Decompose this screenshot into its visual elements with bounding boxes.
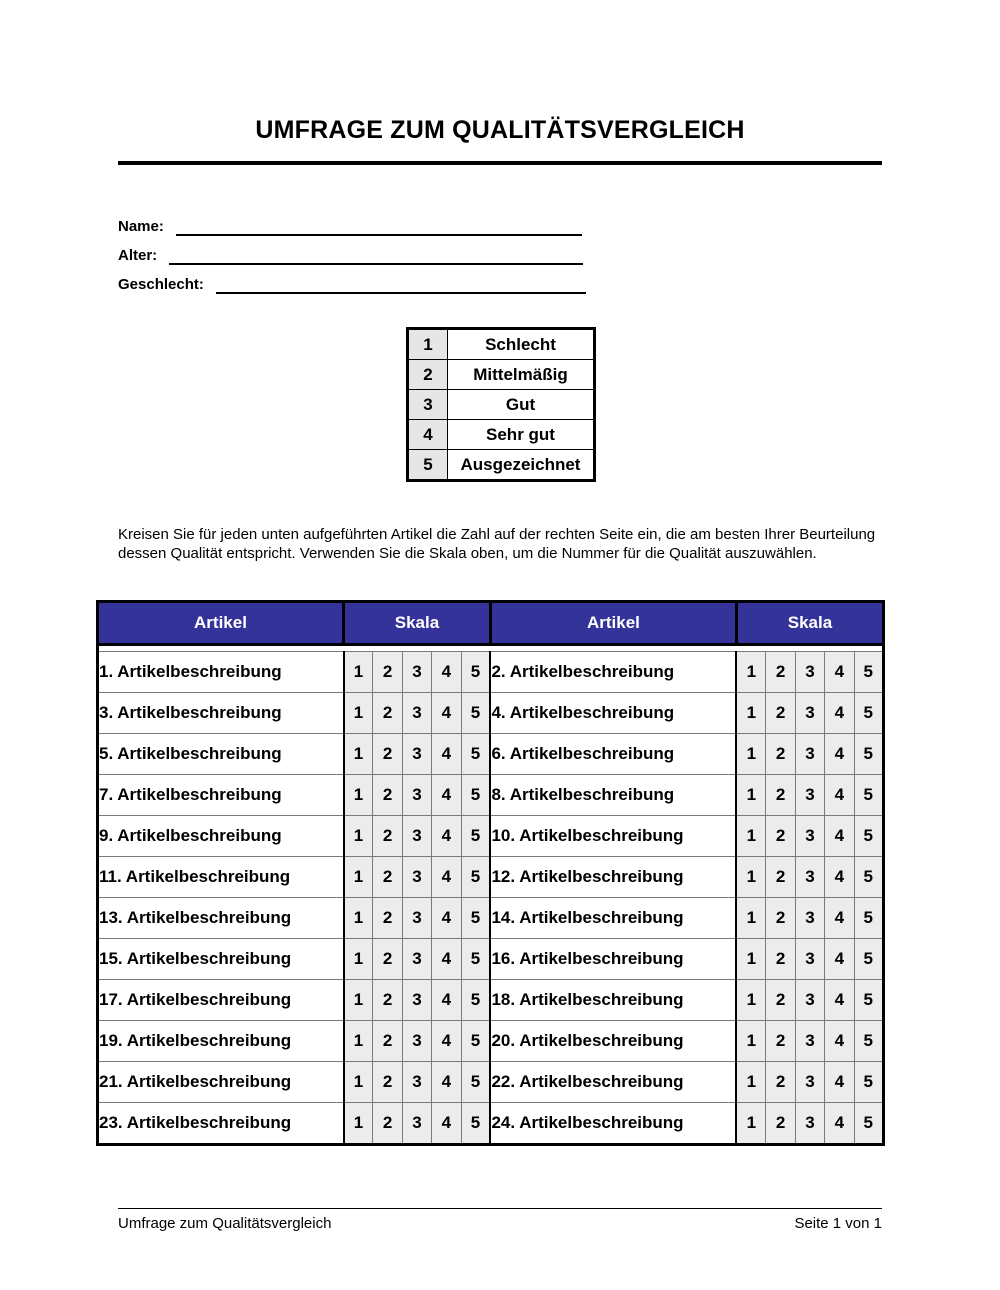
item-description: 8. Artikelbeschreibung: [490, 775, 736, 816]
item-description: 1. Artikelbeschreibung: [98, 652, 344, 693]
rating-option-3[interactable]: 3: [402, 898, 431, 939]
rating-option-3[interactable]: 3: [795, 652, 824, 693]
rating-option-3[interactable]: 3: [402, 857, 431, 898]
rating-option-1[interactable]: 1: [736, 1103, 765, 1145]
rating-option-1[interactable]: 1: [344, 1103, 373, 1145]
table-row: [98, 734, 884, 775]
header-skala: Skala: [736, 602, 883, 645]
rating-option-4[interactable]: 4: [432, 734, 461, 775]
gender-line[interactable]: [216, 276, 586, 294]
rating-option-3[interactable]: 3: [795, 1021, 824, 1062]
header-skala: Skala: [344, 602, 491, 645]
rating-option-4[interactable]: 4: [432, 857, 461, 898]
item-description: 5. Artikelbeschreibung: [98, 734, 344, 775]
rating-option-5[interactable]: 5: [854, 857, 883, 898]
rating-option-4[interactable]: 4: [432, 1103, 461, 1145]
rating-option-5[interactable]: 5: [461, 898, 490, 939]
rating-option-4[interactable]: 4: [825, 816, 854, 857]
table-row: [98, 775, 884, 816]
header-artikel: Artikel: [98, 602, 344, 645]
item-description: 16. Artikelbeschreibung: [490, 939, 736, 980]
page-number: Seite 1 von 1: [794, 1215, 882, 1232]
rating-option-4[interactable]: 4: [432, 775, 461, 816]
item-description: 21. Artikelbeschreibung: [98, 1062, 344, 1103]
rating-option-2[interactable]: 2: [766, 816, 795, 857]
gender-field[interactable]: [118, 272, 586, 294]
rating-option-4[interactable]: 4: [432, 816, 461, 857]
rating-option-4[interactable]: 4: [825, 775, 854, 816]
legend-number: 1: [408, 329, 448, 360]
rating-option-1[interactable]: 1: [736, 693, 765, 734]
rating-option-4[interactable]: 4: [432, 939, 461, 980]
rating-option-2[interactable]: 2: [373, 652, 402, 693]
rating-option-2[interactable]: 2: [373, 980, 402, 1021]
rating-option-1[interactable]: 1: [344, 652, 373, 693]
rating-option-3[interactable]: 3: [402, 734, 431, 775]
rating-option-1[interactable]: 1: [736, 980, 765, 1021]
rating-option-3[interactable]: 3: [795, 816, 824, 857]
legend-row: [408, 360, 595, 390]
item-description: 2. Artikelbeschreibung: [490, 652, 736, 693]
legend-label: Schlecht: [448, 329, 595, 360]
item-description: 12. Artikelbeschreibung: [490, 857, 736, 898]
rating-option-1[interactable]: 1: [736, 734, 765, 775]
rating-option-5[interactable]: 5: [854, 898, 883, 939]
rating-option-4[interactable]: 4: [432, 693, 461, 734]
rating-option-1[interactable]: 1: [344, 939, 373, 980]
rating-option-4[interactable]: 4: [432, 1062, 461, 1103]
header-gap-cell: [98, 645, 884, 652]
age-label: Alter:: [118, 247, 158, 264]
rating-option-1[interactable]: 1: [736, 816, 765, 857]
rating-option-2[interactable]: 2: [373, 693, 402, 734]
table-row: [98, 652, 884, 693]
rating-option-5[interactable]: 5: [854, 775, 883, 816]
header-gap: [98, 645, 884, 652]
rating-option-1[interactable]: 1: [344, 775, 373, 816]
item-description: 23. Artikelbeschreibung: [98, 1103, 344, 1145]
rating-option-3[interactable]: 3: [402, 816, 431, 857]
rating-legend: [406, 327, 596, 482]
rating-option-5[interactable]: 5: [854, 816, 883, 857]
legend-number: 3: [408, 390, 448, 420]
rating-option-1[interactable]: 1: [344, 857, 373, 898]
rating-option-1[interactable]: 1: [736, 1021, 765, 1062]
rating-option-3[interactable]: 3: [402, 1103, 431, 1145]
legend-label: Gut: [448, 390, 595, 420]
table-row: [98, 980, 884, 1021]
legend-label: Ausgezeichnet: [448, 450, 595, 481]
rating-option-5[interactable]: 5: [461, 652, 490, 693]
survey-header-row: [98, 602, 884, 645]
rating-option-5[interactable]: 5: [854, 939, 883, 980]
rating-option-2[interactable]: 2: [766, 857, 795, 898]
rating-option-5[interactable]: 5: [854, 1103, 883, 1145]
rating-option-3[interactable]: 3: [795, 734, 824, 775]
rating-option-1[interactable]: 1: [344, 734, 373, 775]
rating-option-4[interactable]: 4: [432, 1021, 461, 1062]
legend-number: 5: [408, 450, 448, 481]
item-description: 4. Artikelbeschreibung: [490, 693, 736, 734]
survey-table: [96, 600, 885, 1146]
table-row: [98, 1103, 884, 1145]
rating-option-2[interactable]: 2: [373, 734, 402, 775]
rating-option-1[interactable]: 1: [344, 816, 373, 857]
rating-option-2[interactable]: 2: [373, 939, 402, 980]
rating-option-4[interactable]: 4: [825, 1021, 854, 1062]
rating-option-3[interactable]: 3: [402, 980, 431, 1021]
rating-option-2[interactable]: 2: [766, 693, 795, 734]
legend-number: 2: [408, 360, 448, 390]
rating-option-3[interactable]: 3: [795, 939, 824, 980]
rating-option-4[interactable]: 4: [825, 980, 854, 1021]
rating-option-2[interactable]: 2: [766, 734, 795, 775]
rating-option-5[interactable]: 5: [854, 1021, 883, 1062]
table-row: [98, 1062, 884, 1103]
rating-option-3[interactable]: 3: [795, 857, 824, 898]
rating-option-4[interactable]: 4: [825, 652, 854, 693]
rating-option-3[interactable]: 3: [402, 652, 431, 693]
rating-option-5[interactable]: 5: [854, 1062, 883, 1103]
rating-option-5[interactable]: 5: [461, 816, 490, 857]
item-description: 11. Artikelbeschreibung: [98, 857, 344, 898]
rating-option-3[interactable]: 3: [795, 1103, 824, 1145]
rating-option-3[interactable]: 3: [402, 1021, 431, 1062]
item-description: 19. Artikelbeschreibung: [98, 1021, 344, 1062]
legend-row: [408, 390, 595, 420]
rating-option-1[interactable]: 1: [736, 939, 765, 980]
item-description: 22. Artikelbeschreibung: [490, 1062, 736, 1103]
age-line[interactable]: [169, 247, 583, 265]
footer-divider: [118, 1208, 882, 1209]
rating-option-4[interactable]: 4: [432, 652, 461, 693]
legend-row: [408, 329, 595, 360]
rating-option-4[interactable]: 4: [825, 1103, 854, 1145]
table-row: [98, 857, 884, 898]
rating-option-4[interactable]: 4: [825, 857, 854, 898]
rating-option-2[interactable]: 2: [373, 857, 402, 898]
rating-option-1[interactable]: 1: [736, 898, 765, 939]
item-description: 13. Artikelbeschreibung: [98, 898, 344, 939]
rating-option-1[interactable]: 1: [736, 652, 765, 693]
item-description: 10. Artikelbeschreibung: [490, 816, 736, 857]
rating-option-3[interactable]: 3: [402, 693, 431, 734]
item-description: 9. Artikelbeschreibung: [98, 816, 344, 857]
rating-option-4[interactable]: 4: [825, 734, 854, 775]
rating-option-3[interactable]: 3: [402, 775, 431, 816]
legend-row: [408, 450, 595, 481]
rating-option-3[interactable]: 3: [795, 1062, 824, 1103]
rating-option-4[interactable]: 4: [825, 1062, 854, 1103]
rating-option-3[interactable]: 3: [795, 980, 824, 1021]
rating-option-4[interactable]: 4: [432, 980, 461, 1021]
rating-option-2[interactable]: 2: [766, 775, 795, 816]
instructions-text: Kreisen Sie für jeden unten aufgeführten Artikel die Zahl auf der rechten Seite ein, die am besten Ihrer Beurteilung dessen Qualität entspricht. Verwenden Sie die Skala oben, um die Nummer für die Qualität auszuwählen.: [118, 526, 876, 562]
table-row: [98, 693, 884, 734]
rating-option-1[interactable]: 1: [736, 775, 765, 816]
item-description: 24. Artikelbeschreibung: [490, 1103, 736, 1145]
rating-option-2[interactable]: 2: [766, 1062, 795, 1103]
rating-option-1[interactable]: 1: [344, 1021, 373, 1062]
rating-option-1[interactable]: 1: [344, 898, 373, 939]
item-description: 17. Artikelbeschreibung: [98, 980, 344, 1021]
rating-option-2[interactable]: 2: [766, 1103, 795, 1145]
rating-option-5[interactable]: 5: [461, 1062, 490, 1103]
legend-label: Sehr gut: [448, 420, 595, 450]
item-description: 7. Artikelbeschreibung: [98, 775, 344, 816]
legend-number: 4: [408, 420, 448, 450]
rating-option-3[interactable]: 3: [795, 693, 824, 734]
rating-option-1[interactable]: 1: [736, 1062, 765, 1103]
rating-option-5[interactable]: 5: [461, 775, 490, 816]
rating-option-3[interactable]: 3: [402, 939, 431, 980]
table-row: [98, 1021, 884, 1062]
header-artikel: Artikel: [490, 602, 736, 645]
rating-option-5[interactable]: 5: [854, 734, 883, 775]
item-description: 20. Artikelbeschreibung: [490, 1021, 736, 1062]
gender-label: Geschlecht:: [118, 276, 204, 293]
name-line[interactable]: [176, 218, 582, 236]
table-row: [98, 939, 884, 980]
table-row: [98, 816, 884, 857]
rating-option-4[interactable]: 4: [825, 898, 854, 939]
legend-row: [408, 420, 595, 450]
rating-option-3[interactable]: 3: [402, 1062, 431, 1103]
rating-option-3[interactable]: 3: [795, 898, 824, 939]
rating-option-2[interactable]: 2: [373, 775, 402, 816]
item-description: 3. Artikelbeschreibung: [98, 693, 344, 734]
rating-option-1[interactable]: 1: [344, 980, 373, 1021]
rating-option-4[interactable]: 4: [825, 693, 854, 734]
rating-option-3[interactable]: 3: [795, 775, 824, 816]
rating-option-5[interactable]: 5: [461, 939, 490, 980]
rating-option-2[interactable]: 2: [766, 1021, 795, 1062]
rating-option-5[interactable]: 5: [461, 734, 490, 775]
age-field[interactable]: [118, 243, 583, 265]
rating-option-5[interactable]: 5: [854, 652, 883, 693]
page-title: UMFRAGE ZUM QUALITÄTSVERGLEICH: [255, 116, 745, 144]
rating-option-5[interactable]: 5: [461, 980, 490, 1021]
item-description: 14. Artikelbeschreibung: [490, 898, 736, 939]
item-description: 18. Artikelbeschreibung: [490, 980, 736, 1021]
rating-option-2[interactable]: 2: [766, 652, 795, 693]
rating-option-5[interactable]: 5: [461, 1103, 490, 1145]
item-description: 6. Artikelbeschreibung: [490, 734, 736, 775]
survey-body: [98, 645, 884, 1145]
rating-option-4[interactable]: 4: [432, 898, 461, 939]
rating-option-5[interactable]: 5: [461, 693, 490, 734]
rating-option-1[interactable]: 1: [344, 1062, 373, 1103]
rating-option-2[interactable]: 2: [766, 939, 795, 980]
footer-title: Umfrage zum Qualitätsvergleich: [118, 1215, 332, 1232]
rating-option-5[interactable]: 5: [461, 857, 490, 898]
rating-option-2[interactable]: 2: [373, 898, 402, 939]
legend-label: Mittelmäßig: [448, 360, 595, 390]
name-label: Name:: [118, 218, 164, 235]
rating-option-5[interactable]: 5: [854, 693, 883, 734]
rating-option-5[interactable]: 5: [461, 1021, 490, 1062]
rating-option-2[interactable]: 2: [373, 1103, 402, 1145]
rating-option-1[interactable]: 1: [344, 693, 373, 734]
rating-option-2[interactable]: 2: [373, 816, 402, 857]
rating-option-2[interactable]: 2: [766, 980, 795, 1021]
table-row: [98, 898, 884, 939]
rating-option-2[interactable]: 2: [373, 1062, 402, 1103]
rating-option-2[interactable]: 2: [766, 898, 795, 939]
name-field[interactable]: [118, 214, 582, 236]
title-divider: [118, 161, 882, 165]
rating-option-4[interactable]: 4: [825, 939, 854, 980]
rating-option-1[interactable]: 1: [736, 857, 765, 898]
rating-option-5[interactable]: 5: [854, 980, 883, 1021]
item-description: 15. Artikelbeschreibung: [98, 939, 344, 980]
rating-option-2[interactable]: 2: [373, 1021, 402, 1062]
